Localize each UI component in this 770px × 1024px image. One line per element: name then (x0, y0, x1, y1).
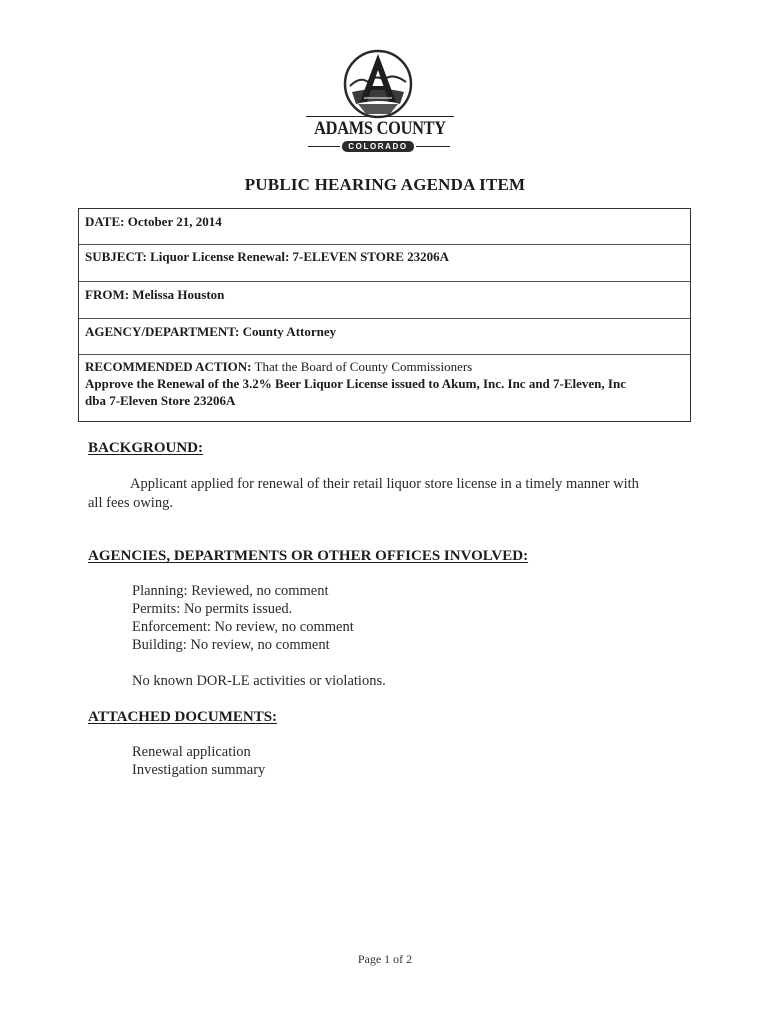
agency-item: Planning: Reviewed, no comment (132, 583, 329, 599)
agenda-info-table (78, 208, 691, 422)
logo-rule-top (306, 116, 454, 117)
recommended-action-line-1: Approve the Renewal of the 3.2% Beer Liquor License issued to Akum, Inc. Inc and 7-Eleven, Inc (85, 376, 626, 391)
background-text-line-1: Applicant applied for renewal of their retail liquor store license in a timely manner with (130, 476, 639, 492)
subject-row (79, 245, 690, 282)
background-heading: BACKGROUND: (88, 440, 203, 456)
recommended-action-label: RECOMMENDED ACTION: (85, 359, 252, 374)
subject-label: SUBJECT: (85, 249, 147, 264)
from-label: FROM: (85, 287, 130, 302)
date-row (79, 209, 690, 245)
recommended-action-intro: That the Board of County Commissioners (254, 359, 473, 374)
attachments-heading: ATTACHED DOCUMENTS: (88, 709, 278, 725)
adams-county-logo (300, 46, 460, 158)
agency-item: Permits: No permits issued. (132, 601, 293, 617)
date-value: October 21, 2014 (127, 214, 222, 229)
agency-note: No known DOR-LE activities or violations. (132, 673, 386, 689)
logo-county-name: ADAMS COUNTY (314, 118, 446, 139)
agencies-heading: AGENCIES, DEPARTMENTS OR OTHER OFFICES INVOLVED: (88, 548, 529, 564)
logo-state-badge: COLORADO (342, 141, 414, 152)
agency-item: Building: No review, no comment (132, 637, 330, 653)
page-number: Page 1 of 2 (357, 952, 413, 966)
date-label: DATE: (85, 214, 125, 229)
from-value: Melissa Houston (132, 287, 225, 302)
attachment-item: Investigation summary (132, 762, 266, 778)
recommended-action-line-2: dba 7-Eleven Store 23206A (85, 393, 236, 408)
agency-row (79, 319, 690, 355)
recommended-action-row (79, 355, 690, 421)
document-title: PUBLIC HEARING AGENDA ITEM (244, 175, 526, 194)
background-text-line-2: all fees owing. (88, 495, 173, 511)
subject-value: Liquor License Renewal: 7-ELEVEN STORE 23206A (150, 249, 450, 264)
recommended-action-header (85, 358, 684, 375)
agency-item: Enforcement: No review, no comment (132, 619, 354, 635)
agency-value: County Attorney (242, 324, 337, 339)
from-row (79, 282, 690, 319)
agency-label: AGENCY/DEPARTMENT: (85, 324, 240, 339)
county-seal-icon (340, 46, 416, 122)
logo-rule-right (416, 146, 450, 147)
attachment-item: Renewal application (132, 744, 251, 760)
logo-rule-left (308, 146, 340, 147)
